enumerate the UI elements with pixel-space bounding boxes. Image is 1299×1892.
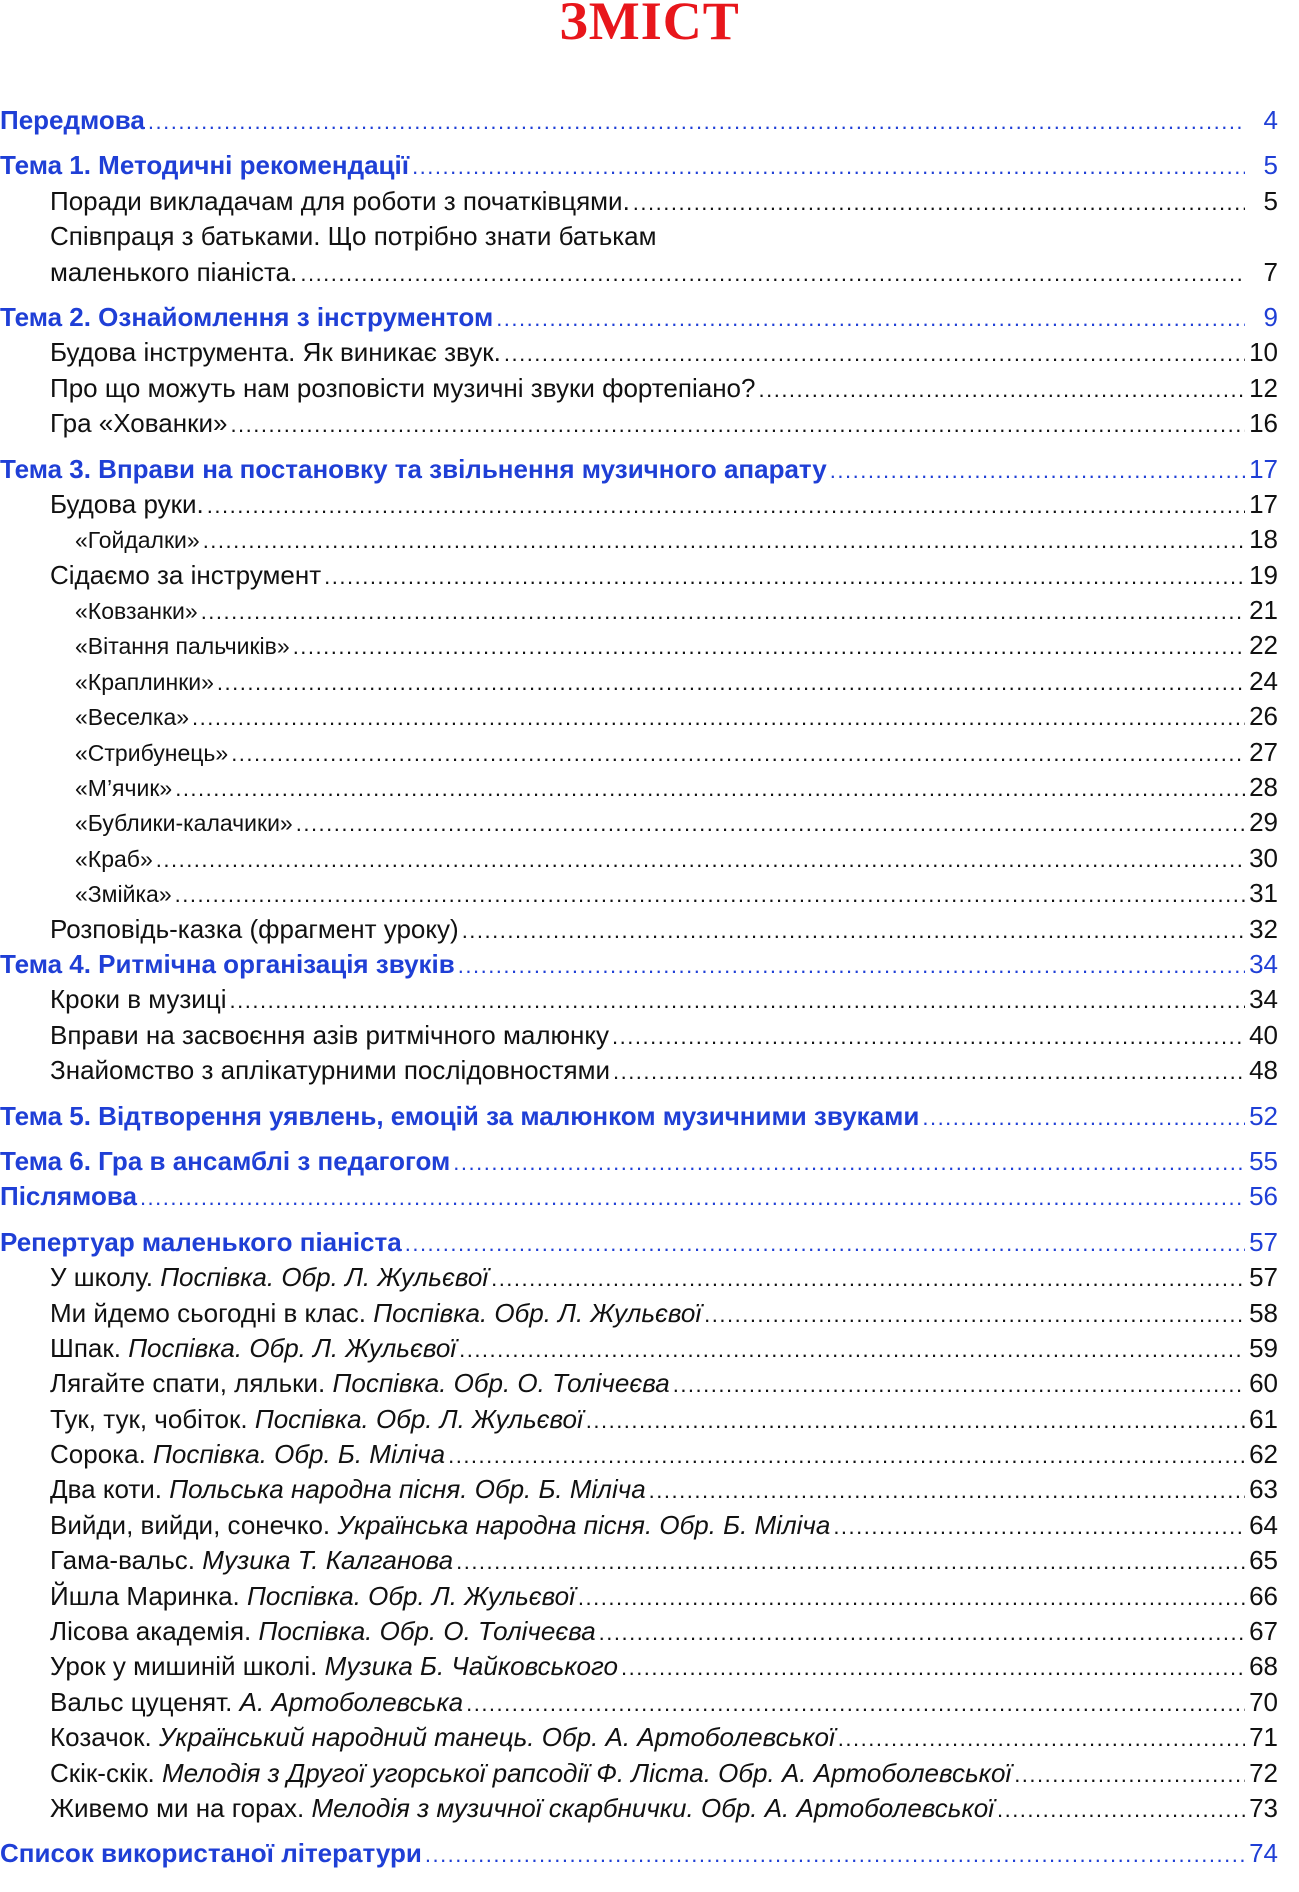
toc-entry-label: «Краплинки» [75, 668, 214, 695]
toc-entry-label: «Ковзанки» [75, 598, 198, 625]
toc-entry[interactable] [0, 371, 1278, 406]
toc-entry-repertoire[interactable] [0, 1225, 1278, 1260]
toc-entry[interactable] [0, 1472, 1278, 1507]
dot-leader [175, 877, 1245, 911]
toc-entry[interactable] [0, 912, 1278, 947]
toc-entry-label: У школу. Поспівка. Обр. Л. Жульєвої [50, 1262, 489, 1293]
dot-leader [231, 736, 1245, 770]
toc-entry-label: Скік-скік. Мелодія з Другої угорської рапсодії Ф. Ліста. Обр. А. Артоболевської [50, 1757, 1012, 1788]
toc-entry[interactable] [0, 1053, 1278, 1088]
toc-entry-label-line1: Співпраця з батьками. Що потрібно знати батькам [50, 221, 657, 252]
toc-entry-label: Будова руки. [50, 488, 204, 519]
dot-leader [649, 1473, 1245, 1507]
toc-page-number: 18 [1249, 524, 1278, 555]
toc-entry-preface[interactable] [0, 103, 1278, 138]
toc-page-number: 67 [1249, 1616, 1278, 1647]
dot-leader [466, 1686, 1245, 1720]
toc-entry-label: Репертуар маленького піаніста [0, 1226, 402, 1257]
dot-leader [217, 665, 1245, 699]
toc-entry-label: Тема 1. Методичні рекомендації [0, 150, 410, 181]
toc-entry[interactable] [0, 558, 1278, 593]
toc-entry-label: Тема 6. Гра в ансамблі з педагогом [0, 1145, 451, 1176]
dot-leader [491, 1261, 1245, 1295]
toc-entry[interactable] [0, 770, 1278, 805]
toc-entry-label: Йшла Маринка. Поспівка. Обр. Л. Жульєвої [50, 1580, 575, 1611]
toc-entry-label: Тема 4. Ритмічна організація звуків [0, 948, 455, 979]
toc-entry[interactable] [0, 1579, 1278, 1614]
toc-entry-label: Вийди, вийди, сонечко. Українська народна пісня. Обр. Б. Міліча [50, 1509, 831, 1540]
toc-entry-label: «Вітання пальчиків» [75, 633, 290, 660]
toc-entry-label: Передмова [0, 105, 145, 135]
toc-entry-label: Два коти. Польська народна пісня. Обр. Б. Міліча [50, 1474, 646, 1505]
toc-page-number: 60 [1249, 1368, 1278, 1399]
toc-entry[interactable] [0, 841, 1278, 876]
dot-leader [496, 301, 1245, 335]
toc-entry[interactable] [0, 1331, 1278, 1366]
toc-entry-label: Шпак. Поспівка. Обр. Л. Жульєвої [50, 1332, 457, 1363]
dot-leader [504, 336, 1245, 370]
toc-entry[interactable] [0, 1018, 1278, 1053]
toc-entry-topic-2[interactable] [0, 300, 1278, 335]
toc-page-number: 26 [1249, 701, 1278, 732]
dot-leader [230, 407, 1245, 441]
toc-page-number: 30 [1249, 842, 1278, 873]
toc-entry-label: «Змійка» [75, 881, 172, 908]
toc-page-number: 62 [1249, 1439, 1278, 1470]
toc-entry[interactable] [0, 1720, 1278, 1755]
toc-page-number: 7 [1263, 256, 1278, 287]
toc-entry[interactable] [0, 1402, 1278, 1437]
toc-page-number: 64 [1249, 1509, 1278, 1540]
toc-entry-label: Поради викладачам для роботи з початківцями. [50, 185, 630, 216]
toc-entry[interactable] [0, 664, 1278, 699]
toc-entry-label: Лягайте спати, ляльки. Поспівка. Обр. О. Толічеєва [50, 1368, 670, 1399]
toc-entry-label: Сорока. Поспівка. Обр. Б. Міліча [50, 1439, 446, 1470]
toc-page-number: 74 [1249, 1838, 1278, 1869]
toc-entry[interactable] [0, 805, 1278, 840]
toc-entry-label: Живемо ми на горах. Мелодія з музичної скарбнички. Обр. А. Артоболевської [50, 1792, 994, 1823]
toc-page-number: 34 [1249, 948, 1278, 979]
toc-page-number: 66 [1249, 1580, 1278, 1611]
toc-entry-topic-5[interactable] [0, 1099, 1278, 1134]
toc-page-number: 31 [1249, 878, 1278, 909]
toc-entry-label: Розповідь-казка (фрагмент уроку) [50, 913, 459, 944]
dot-leader [599, 1615, 1245, 1649]
dot-leader [175, 771, 1245, 805]
toc-entry-label: «Веселка» [75, 704, 190, 731]
toc-entry[interactable] [0, 1366, 1278, 1401]
toc-entry-topic-6[interactable] [0, 1144, 1278, 1179]
dot-leader [293, 629, 1245, 663]
toc-entry-label: Післямова [0, 1181, 137, 1212]
dot-leader [1014, 1757, 1245, 1791]
dot-leader [192, 700, 1245, 734]
toc-entry-label: Знайомство з аплікатурними послідовностями [50, 1055, 610, 1086]
toc-entry-label: Урок у мишиній школі. Музика Б. Чайковського [50, 1651, 618, 1682]
toc-page-number: 32 [1249, 913, 1278, 944]
dot-leader [838, 1721, 1245, 1755]
toc-entry-label: Вальс цуценят. А. Артоболевська [50, 1686, 464, 1717]
toc-entry-bibliography[interactable] [0, 1836, 1278, 1871]
dot-leader [621, 1650, 1245, 1684]
toc-entry[interactable] [0, 735, 1278, 770]
toc-entry-label: Про що можуть нам розповісти музичні звуки фортепіано? [50, 372, 756, 403]
toc-entry[interactable] [0, 1614, 1278, 1649]
toc-entry[interactable] [0, 1756, 1278, 1791]
toc-entry-label: Ми йдемо сьогодні в клас. Поспівка. Обр. Л. Жульєвої [50, 1297, 702, 1328]
toc-entry-label: «М’ячик» [75, 775, 173, 802]
toc-entry[interactable] [0, 1508, 1278, 1543]
toc-page-number: 17 [1249, 453, 1278, 484]
toc-entry[interactable] [0, 593, 1278, 628]
dot-leader [203, 523, 1245, 557]
toc-entry-label: Список використаної літератури [0, 1838, 422, 1869]
toc-entry-topic-3[interactable] [0, 452, 1278, 487]
toc-entry[interactable] [0, 1437, 1278, 1472]
dot-leader [922, 1100, 1245, 1134]
toc-page-number: 63 [1249, 1474, 1278, 1505]
toc-page-number: 24 [1249, 665, 1278, 696]
toc-page-number: 29 [1249, 807, 1278, 838]
toc-entry-label: Тема 2. Ознайомлення з інструментом [0, 301, 494, 332]
dot-leader [201, 594, 1245, 628]
dot-leader [578, 1580, 1245, 1614]
toc-page-number: 5 [1263, 150, 1278, 181]
dot-leader [140, 1180, 1245, 1214]
toc-page-number: 40 [1249, 1019, 1278, 1050]
toc-page-number: 17 [1249, 488, 1278, 519]
toc-page-number: 65 [1249, 1545, 1278, 1576]
toc-page-number: 10 [1249, 337, 1278, 368]
toc-entry[interactable] [0, 1543, 1278, 1578]
toc-entry-topic-1[interactable] [0, 148, 1278, 183]
toc-page-number: 59 [1249, 1332, 1278, 1363]
toc-page-number: 57 [1249, 1226, 1278, 1257]
toc-entry-label: Тема 3. Вправи на постановку та звільнення музичного апарату [0, 453, 827, 484]
toc-entry[interactable] [0, 522, 1278, 557]
toc-page-number: 61 [1249, 1403, 1278, 1434]
table-of-contents [0, 103, 1278, 1872]
toc-entry-topic-4[interactable] [0, 947, 1278, 982]
toc-page-number: 58 [1249, 1297, 1278, 1328]
toc-entry[interactable] [0, 1649, 1278, 1684]
dot-leader [300, 256, 1245, 290]
toc-entry-label-line2: маленького піаніста. [50, 256, 298, 287]
toc-page-number: 48 [1249, 1055, 1278, 1086]
dot-leader [633, 185, 1245, 219]
dot-leader [758, 372, 1245, 406]
toc-entry-label: Козачок. Український народний танець. Обр. А. Артоболевської [50, 1722, 835, 1753]
toc-entry-afterword[interactable] [0, 1179, 1278, 1214]
dot-leader [296, 806, 1245, 840]
toc-entry[interactable] [0, 184, 1278, 219]
toc-page-number: 12 [1249, 372, 1278, 403]
dot-leader [425, 1837, 1245, 1871]
dot-leader [613, 1054, 1245, 1088]
toc-entry[interactable] [0, 406, 1278, 441]
page-title: ЗМІСТ [559, 0, 740, 51]
toc-page-number: 70 [1249, 1686, 1278, 1717]
toc-page-number: 19 [1249, 559, 1278, 590]
toc-entry[interactable] [0, 876, 1278, 911]
toc-entry[interactable] [0, 335, 1278, 370]
dot-leader [458, 948, 1245, 982]
toc-entry[interactable] [0, 628, 1278, 663]
toc-page-number: 56 [1249, 1181, 1278, 1212]
dot-leader [997, 1792, 1245, 1826]
dot-leader [448, 1438, 1245, 1472]
toc-page-number: 34 [1249, 984, 1278, 1015]
toc-entry-label: «Стрибунець» [75, 739, 229, 766]
toc-page-number: 68 [1249, 1651, 1278, 1682]
toc-page-number: 21 [1249, 595, 1278, 626]
dot-leader [456, 1544, 1245, 1578]
toc-entry-label: «Краб» [75, 845, 153, 872]
toc-page-number: 4 [1263, 105, 1278, 135]
toc-entry[interactable] [0, 1296, 1278, 1331]
toc-page-number: 52 [1249, 1100, 1278, 1131]
dot-leader [612, 1019, 1245, 1053]
dot-leader [830, 453, 1245, 487]
toc-entry-label: Вправи на засвоєння азів ритмічного малюнку [50, 1019, 610, 1050]
toc-entry-label: Тема 5. Відтворення уявлень, емоцій за малюнком музичними звуками [0, 1100, 920, 1131]
toc-page-number: 22 [1249, 630, 1278, 661]
dot-leader [586, 1403, 1245, 1437]
dot-leader [833, 1509, 1245, 1543]
dot-leader [230, 983, 1245, 1017]
toc-page-number: 71 [1249, 1722, 1278, 1753]
toc-entry-label: Сідаємо за інструмент [50, 559, 322, 590]
dot-leader [462, 913, 1245, 947]
toc-page-number: 9 [1263, 301, 1278, 332]
toc-page-number: 72 [1249, 1757, 1278, 1788]
dot-leader [412, 149, 1245, 183]
toc-page-number: 57 [1249, 1262, 1278, 1293]
toc-entry-label: «Бублики-калачики» [75, 810, 293, 837]
dot-leader [453, 1145, 1245, 1179]
toc-entry-label: Тук, тук, чобіток. Поспівка. Обр. Л. Жульєвої [50, 1403, 583, 1434]
toc-page-number: 16 [1249, 408, 1278, 439]
toc-entry[interactable] [0, 982, 1278, 1017]
dot-leader [459, 1332, 1245, 1366]
toc-entry-label: Будова інструмента. Як виникає звук. [50, 337, 501, 368]
toc-entry-label: Кроки в музиці [50, 984, 227, 1015]
toc-entry-label: «Гойдалки» [75, 527, 200, 554]
toc-entry[interactable] [0, 1791, 1278, 1826]
toc-entry[interactable] [0, 1685, 1278, 1720]
toc-page-number: 28 [1249, 772, 1278, 803]
toc-page-number: 55 [1249, 1145, 1278, 1176]
toc-entry[interactable] [0, 699, 1278, 734]
dot-leader [704, 1297, 1245, 1331]
dot-leader [324, 559, 1245, 593]
toc-page-number: 27 [1249, 736, 1278, 767]
toc-entry[interactable] [0, 219, 1278, 290]
dot-leader [156, 842, 1245, 876]
dot-leader [405, 1226, 1245, 1260]
toc-entry-label: Гра «Хованки» [50, 408, 228, 439]
toc-entry-label: Лісова академія. Поспівка. Обр. О. Толічеєва [50, 1616, 596, 1647]
toc-page-number: 73 [1249, 1792, 1278, 1823]
toc-entry[interactable] [0, 487, 1278, 522]
toc-page-number: 5 [1263, 185, 1278, 216]
toc-entry[interactable] [0, 1260, 1278, 1295]
dot-leader [148, 104, 1245, 138]
dot-leader [207, 488, 1245, 522]
toc-entry-label: Гама-вальс. Музика Т. Калганова [50, 1545, 454, 1576]
dot-leader [673, 1367, 1245, 1401]
